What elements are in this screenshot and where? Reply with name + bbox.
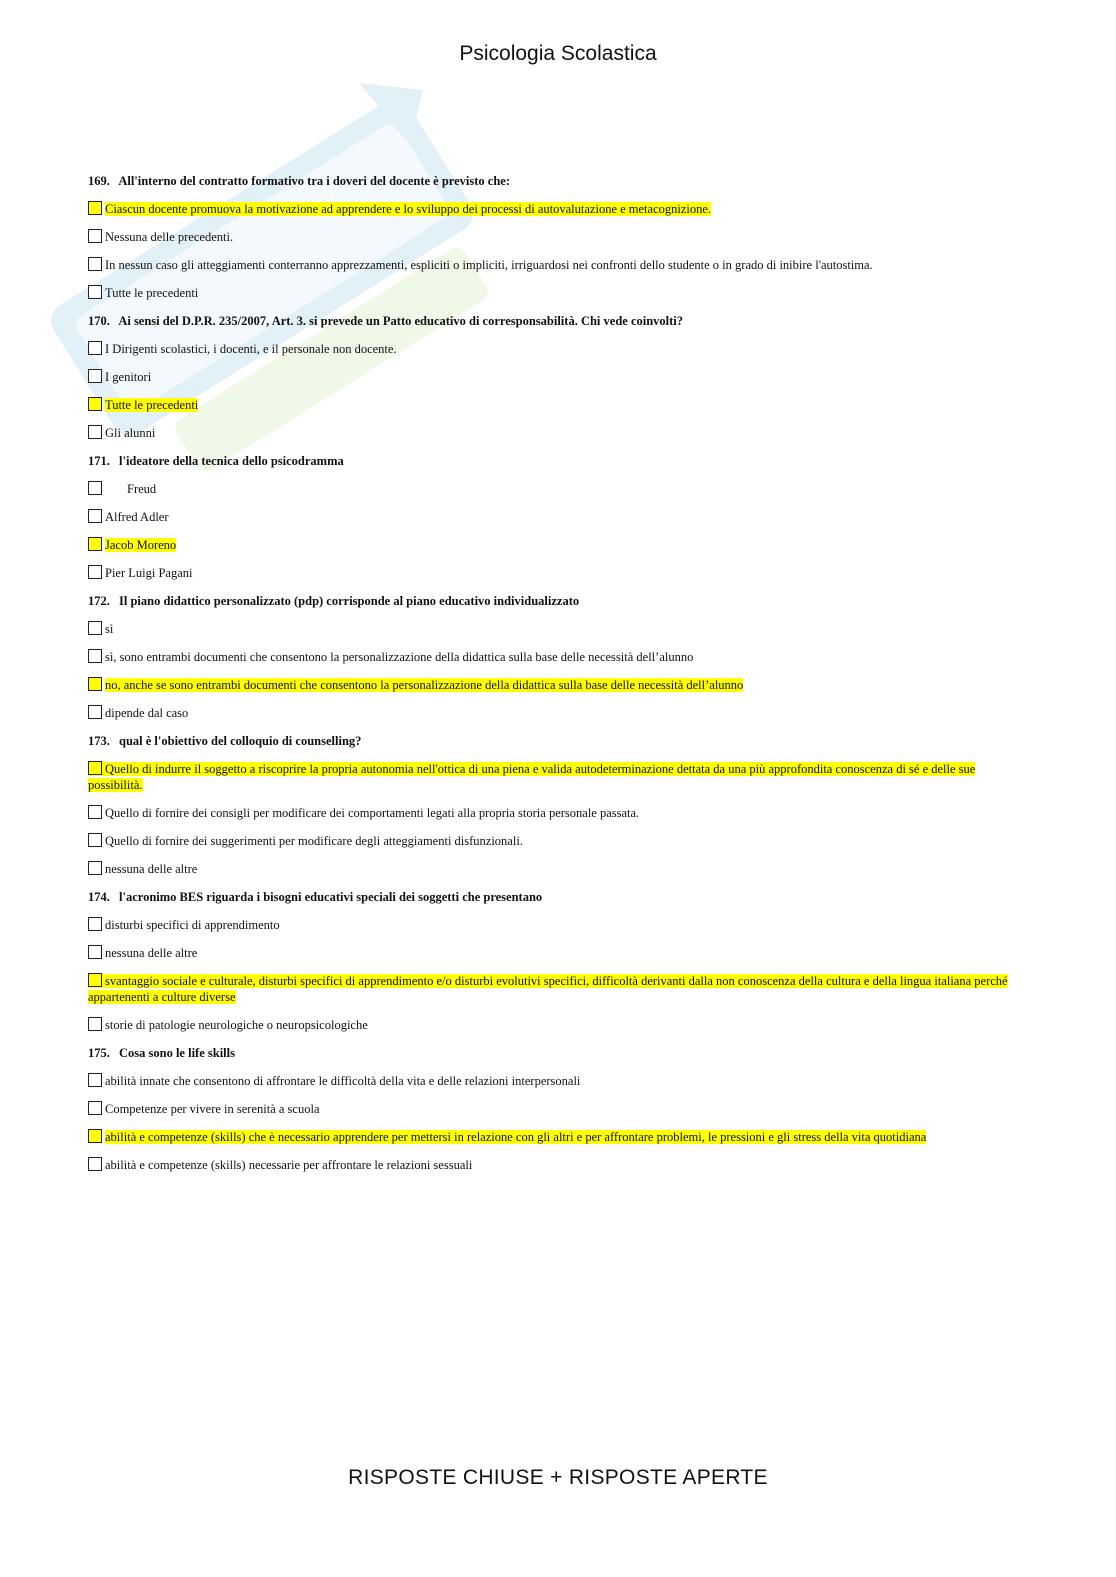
answer-option[interactable]	[88, 397, 1028, 413]
answer-checkbox[interactable]	[88, 1017, 102, 1031]
answer-option[interactable]	[88, 945, 1028, 961]
answer-option[interactable]	[88, 509, 1028, 525]
answer-text: Competenze per vivere in serenità a scuola	[105, 1102, 320, 1116]
answer-checkbox[interactable]	[88, 481, 102, 495]
answer-text: Pier Luigi Pagani	[105, 566, 193, 580]
question-number: 175.	[88, 1046, 110, 1060]
answer-checkbox[interactable]	[88, 537, 102, 551]
question-number: 172.	[88, 594, 110, 608]
answer-text: Tutte le precedenti	[105, 286, 199, 300]
answer-checkbox[interactable]	[88, 621, 102, 635]
question-text: l'ideatore della tecnica dello psicodramma	[119, 454, 344, 468]
answer-option[interactable]	[88, 537, 1028, 553]
answer-option[interactable]	[88, 481, 1028, 497]
answer-text: Ciascun docente promuova la motivazione ad apprendere e lo sviluppo dei processi di autovalutazione e metacognizione.	[105, 202, 712, 216]
question-174	[88, 889, 1028, 1033]
question-173	[88, 733, 1028, 877]
question-title	[88, 173, 1028, 189]
answer-text: Gli alunni	[105, 426, 156, 440]
question-number: 171.	[88, 454, 110, 468]
question-number: 173.	[88, 734, 110, 748]
question-171	[88, 453, 1028, 581]
question-text: Cosa sono le life skills	[119, 1046, 235, 1060]
answer-checkbox[interactable]	[88, 649, 102, 663]
answer-checkbox[interactable]	[88, 677, 102, 691]
answer-checkbox[interactable]	[88, 1157, 102, 1171]
answer-option[interactable]	[88, 761, 1028, 793]
answer-option[interactable]	[88, 285, 1028, 301]
answer-option[interactable]	[88, 833, 1028, 849]
answer-text: sì, sono entrambi documenti che consentono la personalizzazione della didattica sulla base delle necessità dell’alunno	[105, 650, 694, 664]
answer-text: Quello di fornire dei suggerimenti per modificare degli atteggiamenti disfunzionali.	[105, 834, 523, 848]
question-title	[88, 1045, 1028, 1061]
question-title	[88, 453, 1028, 469]
answer-option[interactable]	[88, 1073, 1028, 1089]
answer-text: Freud	[127, 482, 157, 496]
answer-option[interactable]	[88, 973, 1028, 1005]
answer-checkbox[interactable]	[88, 761, 102, 775]
answer-text: I genitori	[105, 370, 152, 384]
answer-text: Quello di fornire dei consigli per modificare dei comportamenti legati alla propria storia personale passata.	[105, 806, 640, 820]
answer-option[interactable]	[88, 861, 1028, 877]
answer-option[interactable]	[88, 1017, 1028, 1033]
answer-option[interactable]	[88, 1101, 1028, 1117]
answer-text: Alfred Adler	[105, 510, 169, 524]
answer-checkbox[interactable]	[88, 705, 102, 719]
page-footer: RISPOSTE CHIUSE + RISPOSTE APERTE	[348, 1466, 768, 1489]
answer-text: Nessuna delle precedenti.	[105, 230, 234, 244]
answer-text: Tutte le precedenti	[105, 398, 199, 412]
question-title	[88, 313, 1028, 329]
answer-checkbox[interactable]	[88, 945, 102, 959]
answer-option[interactable]	[88, 201, 1028, 217]
question-170	[88, 313, 1028, 441]
question-172	[88, 593, 1028, 721]
question-title	[88, 593, 1028, 609]
answer-text: storie di patologie neurologiche o neuropsicologiche	[105, 1018, 368, 1032]
answer-option[interactable]	[88, 917, 1028, 933]
answer-checkbox[interactable]	[88, 1129, 102, 1143]
question-text: All'interno del contratto formativo tra i doveri del docente è previsto che:	[118, 174, 511, 188]
answer-option[interactable]	[88, 229, 1028, 245]
answer-text: abilità e competenze (skills) necessarie per affrontare le relazioni sessuali	[105, 1158, 473, 1172]
answer-checkbox[interactable]	[88, 973, 102, 987]
answer-option[interactable]	[88, 257, 1028, 273]
question-number: 170.	[88, 314, 110, 328]
answer-checkbox[interactable]	[88, 565, 102, 579]
answer-checkbox[interactable]	[88, 257, 102, 271]
answer-checkbox[interactable]	[88, 861, 102, 875]
answer-text: I Dirigenti scolastici, i docenti, e il personale non docente.	[105, 342, 397, 356]
answer-checkbox[interactable]	[88, 201, 102, 215]
question-text: Ai sensi del D.P.R. 235/2007, Art. 3. si prevede un Patto educativo di corresponsabilità. Chi vede coinvolti?	[118, 314, 684, 328]
question-175	[88, 1045, 1028, 1173]
answer-option[interactable]	[88, 369, 1028, 385]
answer-text: Quello di indurre il soggetto a riscoprire la propria autonomia nell'ottica di una piena e valida autodeterminazione dettata da una più approfondita conoscenza di sé e delle sue possibilità.	[88, 762, 976, 792]
answer-option[interactable]	[88, 1157, 1028, 1173]
answer-checkbox[interactable]	[88, 341, 102, 355]
answer-option[interactable]	[88, 341, 1028, 357]
answer-checkbox[interactable]	[88, 917, 102, 931]
answer-checkbox[interactable]	[88, 397, 102, 411]
answer-checkbox[interactable]	[88, 369, 102, 383]
answer-text: In nessun caso gli atteggiamenti conterranno apprezzamenti, espliciti o impliciti, irriguardosi nei confronti dello studente o in grado di inibire l'autostima.	[105, 258, 873, 272]
question-text: qual è l'obiettivo del colloquio di counselling?	[119, 734, 362, 748]
question-number: 174.	[88, 890, 110, 904]
answer-text: svantaggio sociale e culturale, disturbi specifici di apprendimento e/o disturbi evolutivi specifici, difficoltà derivanti dalla non conoscenza della cultura e della lingua italiana perché appartenenti a culture diverse	[88, 974, 1008, 1004]
answer-option[interactable]	[88, 677, 1028, 693]
answer-option[interactable]	[88, 621, 1028, 637]
answer-text: Jacob Moreno	[105, 538, 177, 552]
answer-checkbox[interactable]	[88, 805, 102, 819]
answer-checkbox[interactable]	[88, 1073, 102, 1087]
answer-checkbox[interactable]	[88, 833, 102, 847]
question-title	[88, 733, 1028, 749]
answer-text: disturbi specifici di apprendimento	[105, 918, 280, 932]
answer-text: no, anche se sono entrambi documenti che consentono la personalizzazione della didattica sulla base delle necessità dell’alunno	[105, 678, 744, 692]
answer-text: nessuna delle altre	[105, 862, 198, 876]
answer-option[interactable]	[88, 1129, 1028, 1145]
answer-option[interactable]	[88, 565, 1028, 581]
answer-checkbox[interactable]	[88, 229, 102, 243]
answer-option[interactable]	[88, 805, 1028, 821]
page-title: Psicologia Scolastica	[459, 42, 657, 65]
answer-text: abilità e competenze (skills) che è necessario apprendere per mettersi in relazione con gli altri e per affrontare problemi, le pressioni e gli stress della vita quotidiana	[105, 1130, 927, 1144]
answer-checkbox[interactable]	[88, 425, 102, 439]
answer-option[interactable]	[88, 705, 1028, 721]
answer-option[interactable]	[88, 649, 1028, 665]
question-text: l'acronimo BES riguarda i bisogni educativi speciali dei soggetti che presentano	[119, 890, 543, 904]
question-title	[88, 889, 1028, 905]
answer-checkbox[interactable]	[88, 285, 102, 299]
answer-text: sì	[105, 622, 114, 636]
question-169	[88, 173, 1028, 301]
answer-checkbox[interactable]	[88, 1101, 102, 1115]
answer-option[interactable]	[88, 425, 1028, 441]
answer-text: abilità innate che consentono di affrontare le difficoltà della vita e delle relazioni interpersonali	[105, 1074, 581, 1088]
answer-text: dipende dal caso	[105, 706, 189, 720]
question-text: Il piano didattico personalizzato (pdp) corrisponde al piano educativo individualizzato	[119, 594, 580, 608]
question-list	[88, 173, 1028, 1185]
question-number: 169.	[88, 174, 110, 188]
answer-checkbox[interactable]	[88, 509, 102, 523]
answer-text: nessuna delle altre	[105, 946, 198, 960]
